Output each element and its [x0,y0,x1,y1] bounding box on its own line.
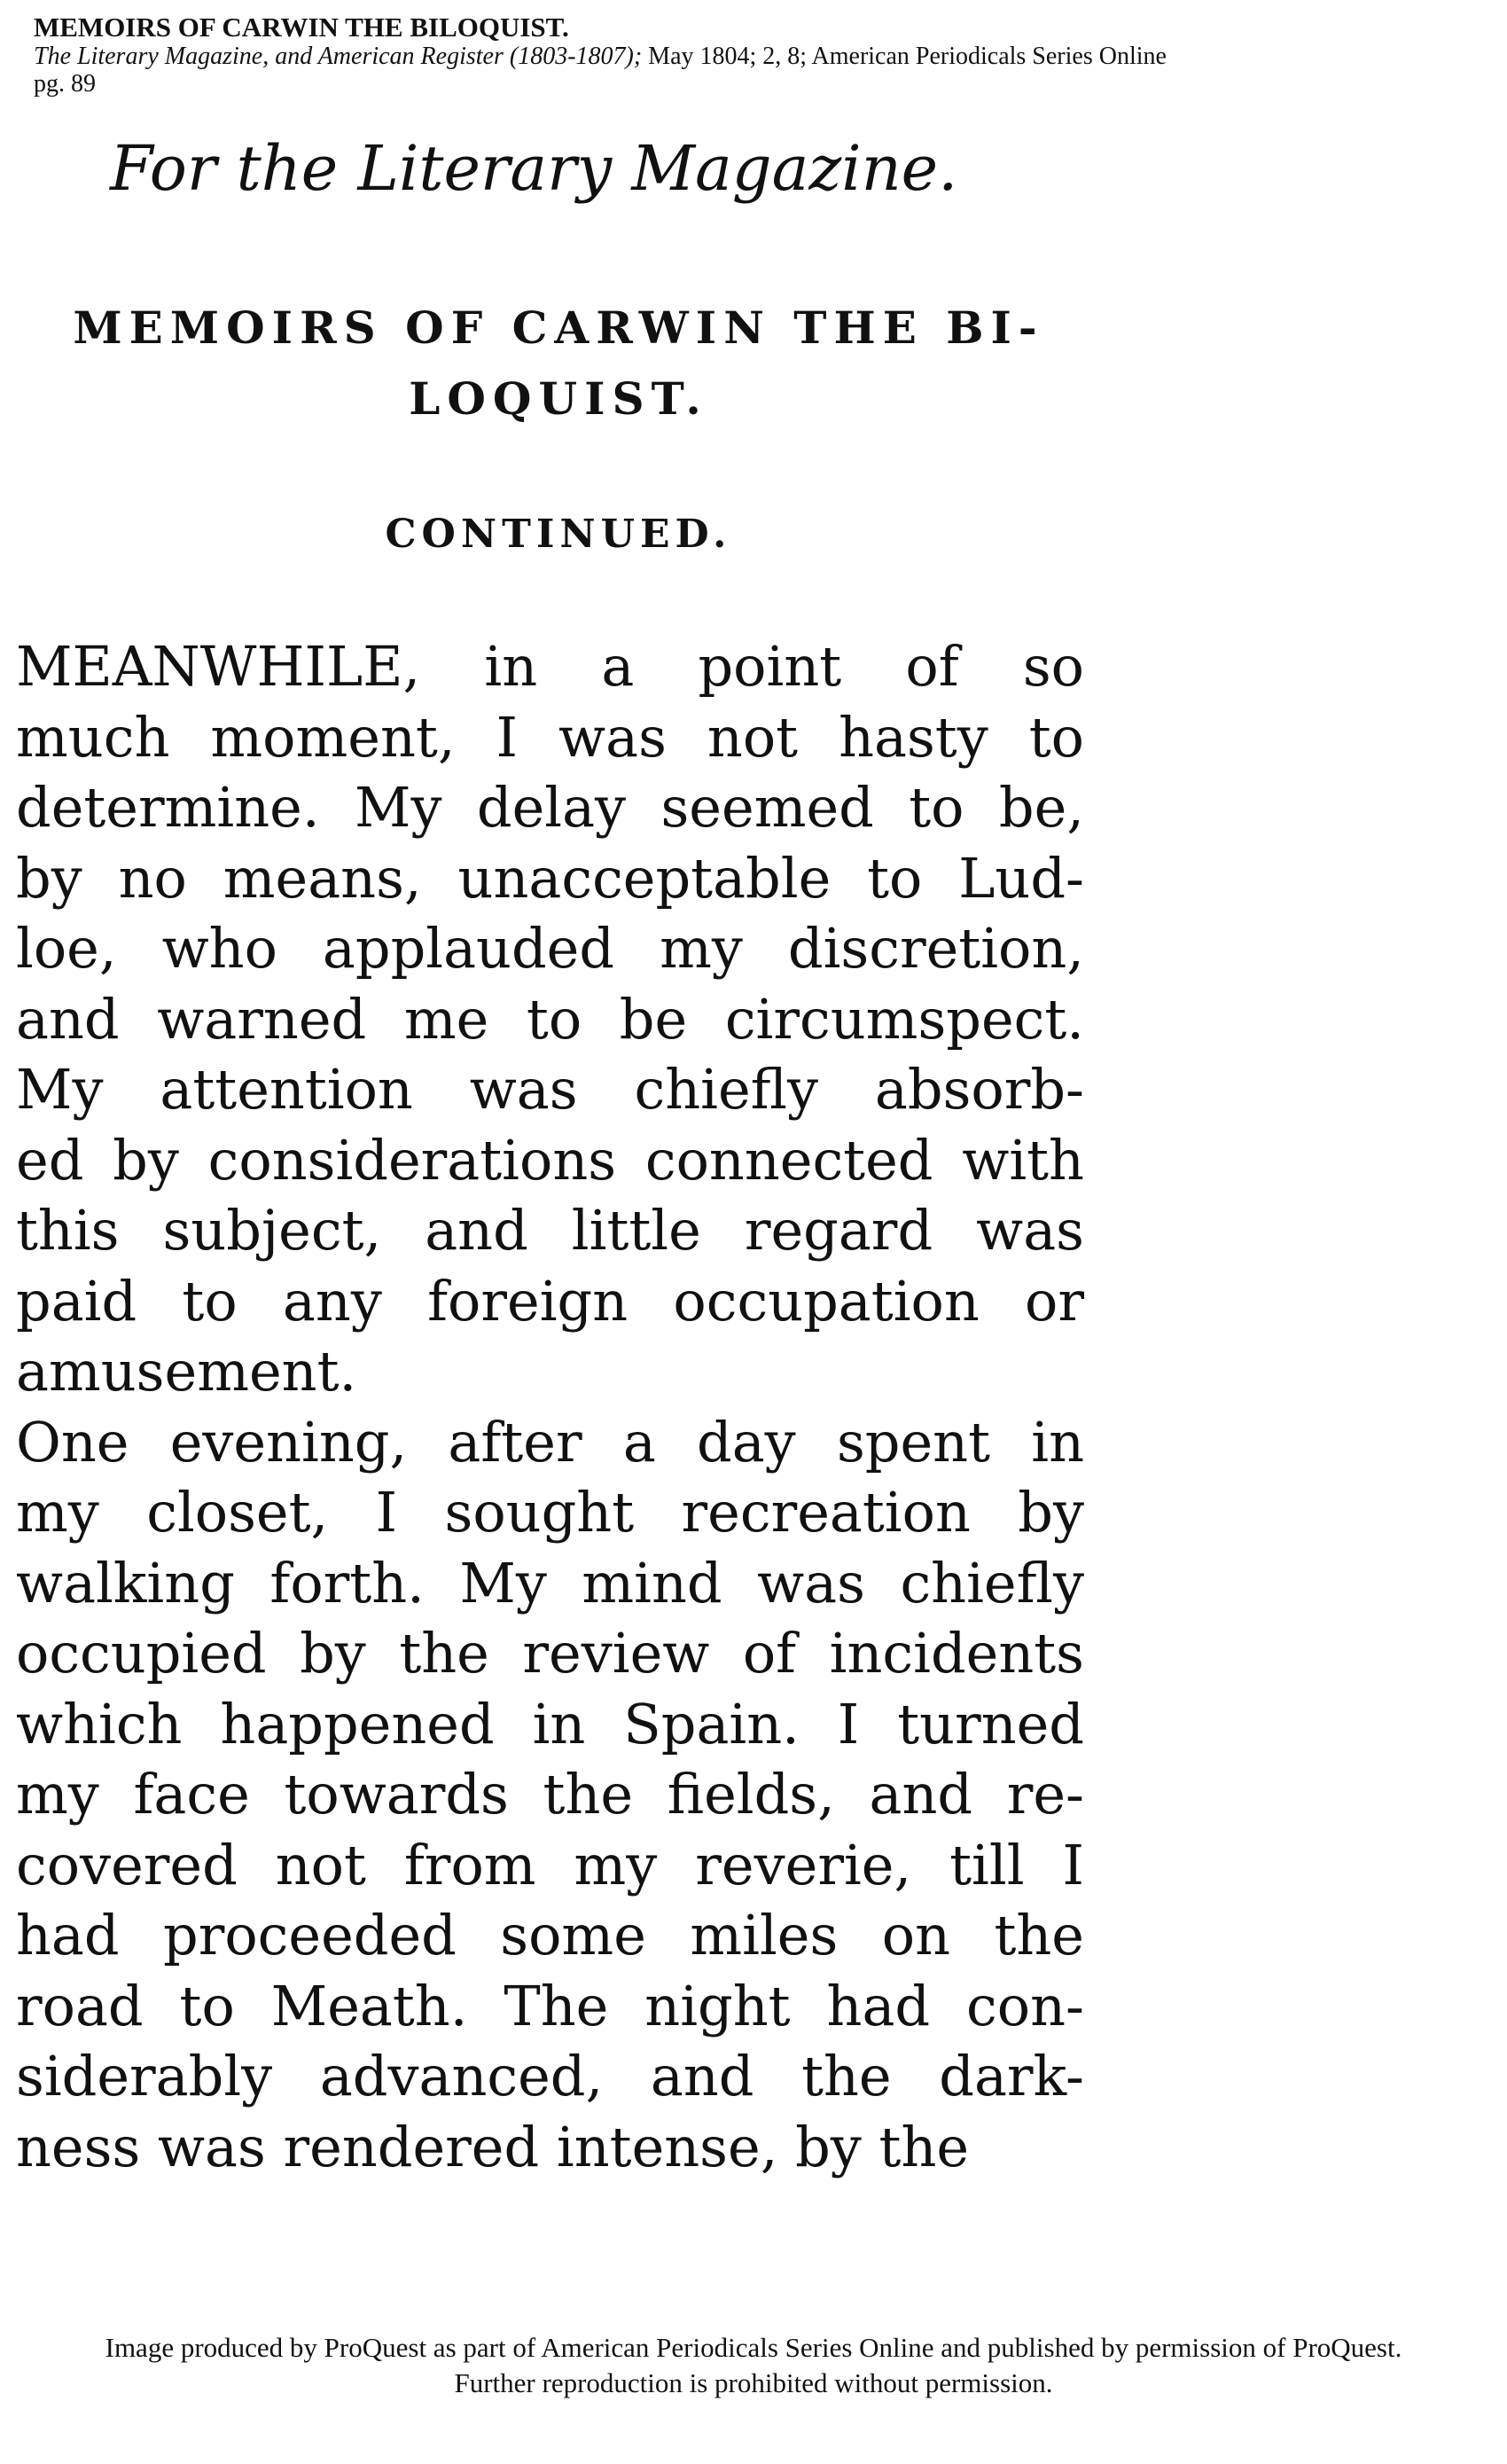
text-line: and warned me to be circumspect. [16,986,1084,1052]
copyright-footer [0,2330,1507,2401]
article-title-line: MEMOIRS OF CARWIN THE BI- [73,301,1044,354]
article-title-line: LOQUIST. [409,372,708,425]
article-body [16,631,1084,2182]
text-line: paid to any foreign occupation or [16,1268,1084,1334]
text-line: road to Meath. The night had con- [16,1973,1084,2038]
text-line: which happened in Spain. I turned [16,1691,1084,1756]
text-line: walking forth. My mind was chiefly [16,1550,1084,1615]
text-line: this subject, and little regard was [16,1198,1084,1263]
magazine-masthead: For the Literary Magazine. [110,132,958,205]
text-line: by no means, unacceptable to Lud- [16,845,1084,911]
text-line: siderably advanced, and the dark- [16,2044,1084,2108]
citation-title: MEMOIRS OF CARWIN THE BILOQUIST. [34,12,569,43]
text-line: covered not from my reverie, till I [16,1832,1084,1897]
text-line: loe, who applauded my discretion, [16,916,1084,981]
article-title [35,293,1081,434]
text-line: One evening, after a day spent in [16,1409,1084,1474]
text-line: occupied by the review of incidents [16,1621,1084,1686]
journal-name: The Literary Magazine, and American Register (1803-1807); [34,43,643,70]
citation-source [34,43,1487,71]
page-number: pg. 89 [34,70,96,98]
text-line: ness was rendered intense, by the [16,2114,970,2179]
text-line: much moment, I was not hasty to [16,704,1084,770]
text-line: My attention was chiefly absorb- [16,1057,1084,1122]
text-line: ed by considerations connected with [16,1127,1084,1193]
text-line: amusement. [16,1339,357,1404]
footer-line: Further reproduction is prohibited without permission. [454,2367,1053,2398]
citation-header [34,12,1487,98]
continued-label: CONTINUED. [385,512,732,557]
text-line: my face towards the fields, and re- [16,1762,1084,1826]
footer-line: Image produced by ProQuest as part of American Periodicals Series Online and published by permission of ProQuest. [105,2332,1402,2363]
text-line: determine. My delay seemed to be, [16,775,1084,840]
issue-info: May 1804; 2, 8; American Periodicals Series Online [642,43,1167,70]
text-line: my closet, I sought recreation by [16,1480,1084,1545]
text-line: MEANWHILE, in a point of so [16,634,1084,699]
text-line: had proceeded some miles on the [16,1903,1084,1967]
